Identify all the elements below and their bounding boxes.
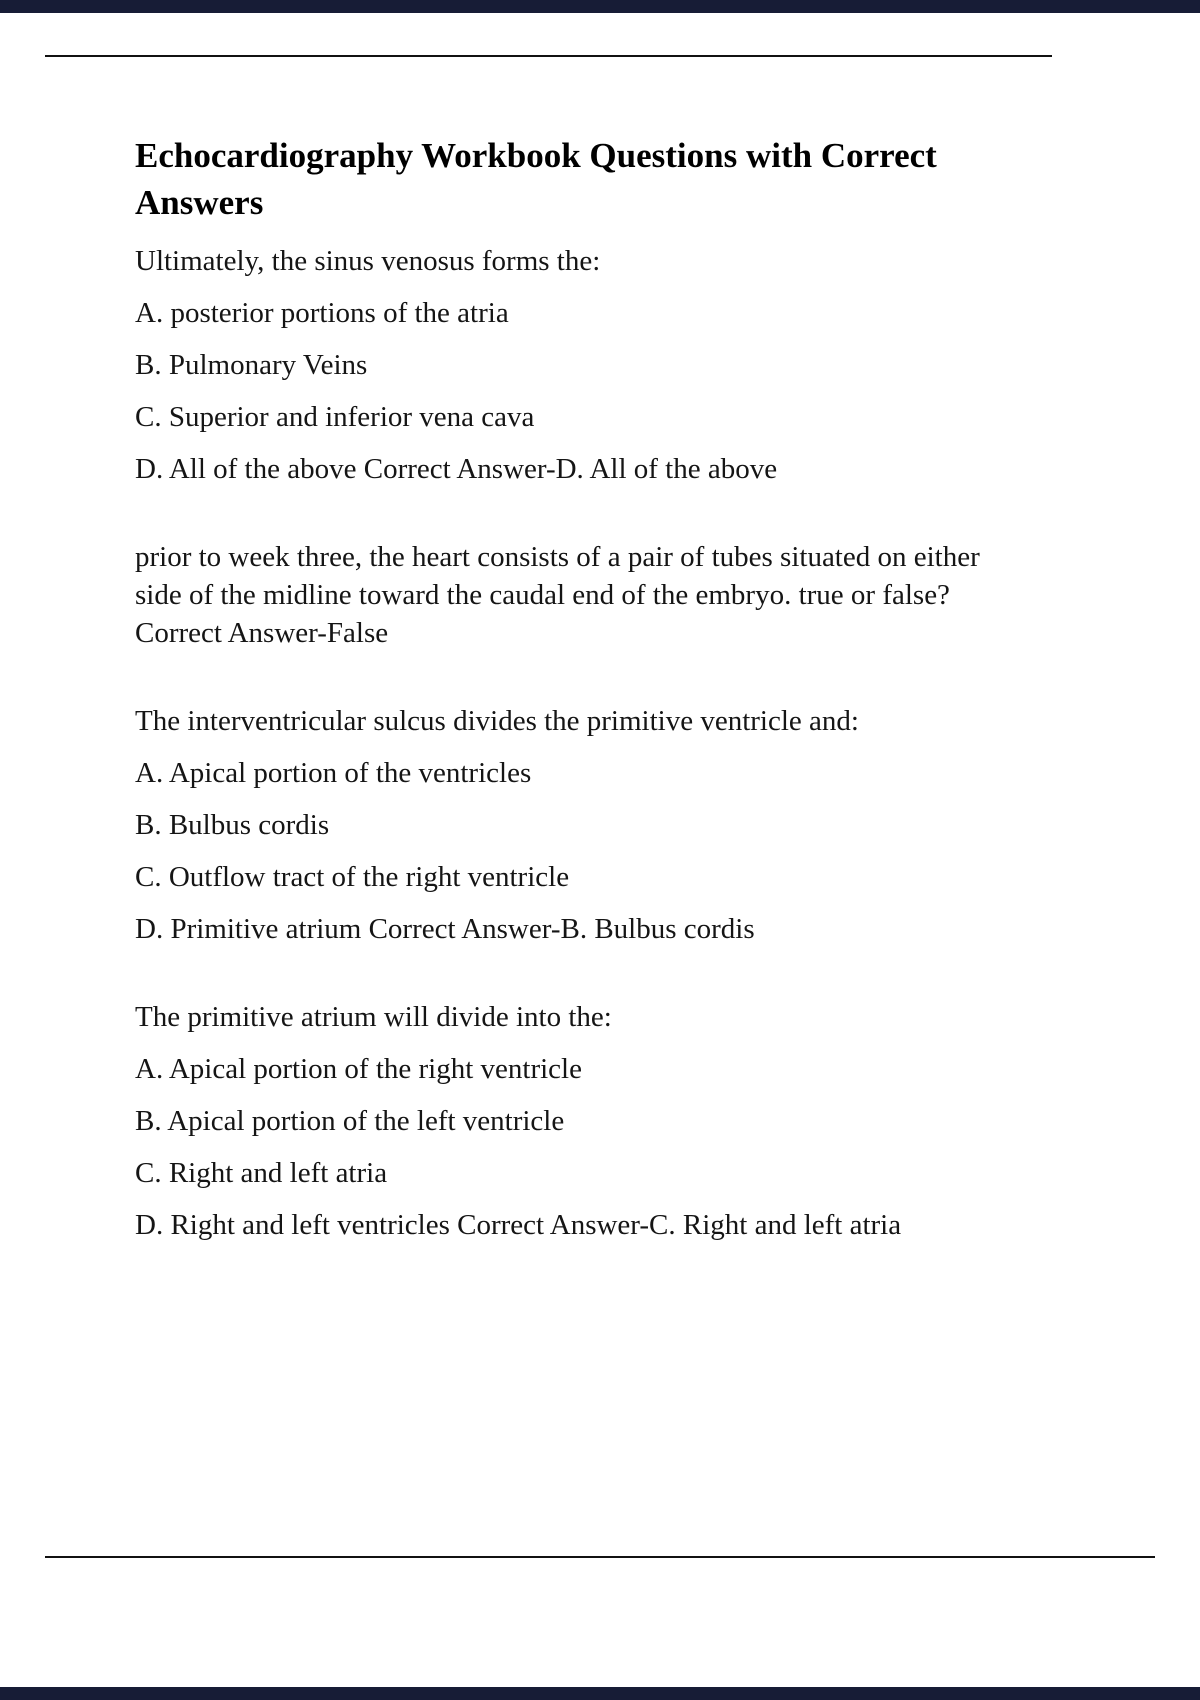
answer-option: D. Right and left ventricles Correct Answer-C. Right and left atria [135,1209,902,1241]
answer-option: C. Outflow tract of the right ventricle [135,861,570,893]
question-block-2 [135,702,1007,948]
page-title: Echocardiography Workbook Questions with Correct Answers [135,136,937,222]
bottom-horizontal-rule [45,1556,1155,1558]
true-false-statement: prior to week three, the heart consists of a pair of tubes situated on either side of the midline toward the caudal end of the embryo. true or false? Correct Answer-False [135,541,980,649]
document-body [135,132,1007,1258]
answer-option: C. Superior and inferior vena cava [135,401,535,433]
question-prompt: Ultimately, the sinus venosus forms the: [135,245,601,277]
question-block-1 [135,242,1007,488]
answer-option: A. posterior portions of the atria [135,297,509,329]
answer-option: B. Apical portion of the left ventricle [135,1105,565,1137]
answer-option: A. Apical portion of the ventricles [135,757,532,789]
top-border-bar [0,0,1200,13]
top-horizontal-rule [45,55,1052,57]
statement-block [135,538,1007,652]
question-block-3 [135,998,1007,1244]
bottom-border-bar [0,1687,1200,1700]
answer-option: C. Right and left atria [135,1157,388,1189]
answer-option: B. Pulmonary Veins [135,349,368,381]
answer-option: D. All of the above Correct Answer-D. All of the above [135,453,778,485]
question-prompt: The interventricular sulcus divides the primitive ventricle and: [135,705,859,737]
answer-option: B. Bulbus cordis [135,809,330,841]
question-prompt: The primitive atrium will divide into the: [135,1001,612,1033]
answer-option: D. Primitive atrium Correct Answer-B. Bulbus cordis [135,913,755,945]
answer-option: A. Apical portion of the right ventricle [135,1053,582,1085]
